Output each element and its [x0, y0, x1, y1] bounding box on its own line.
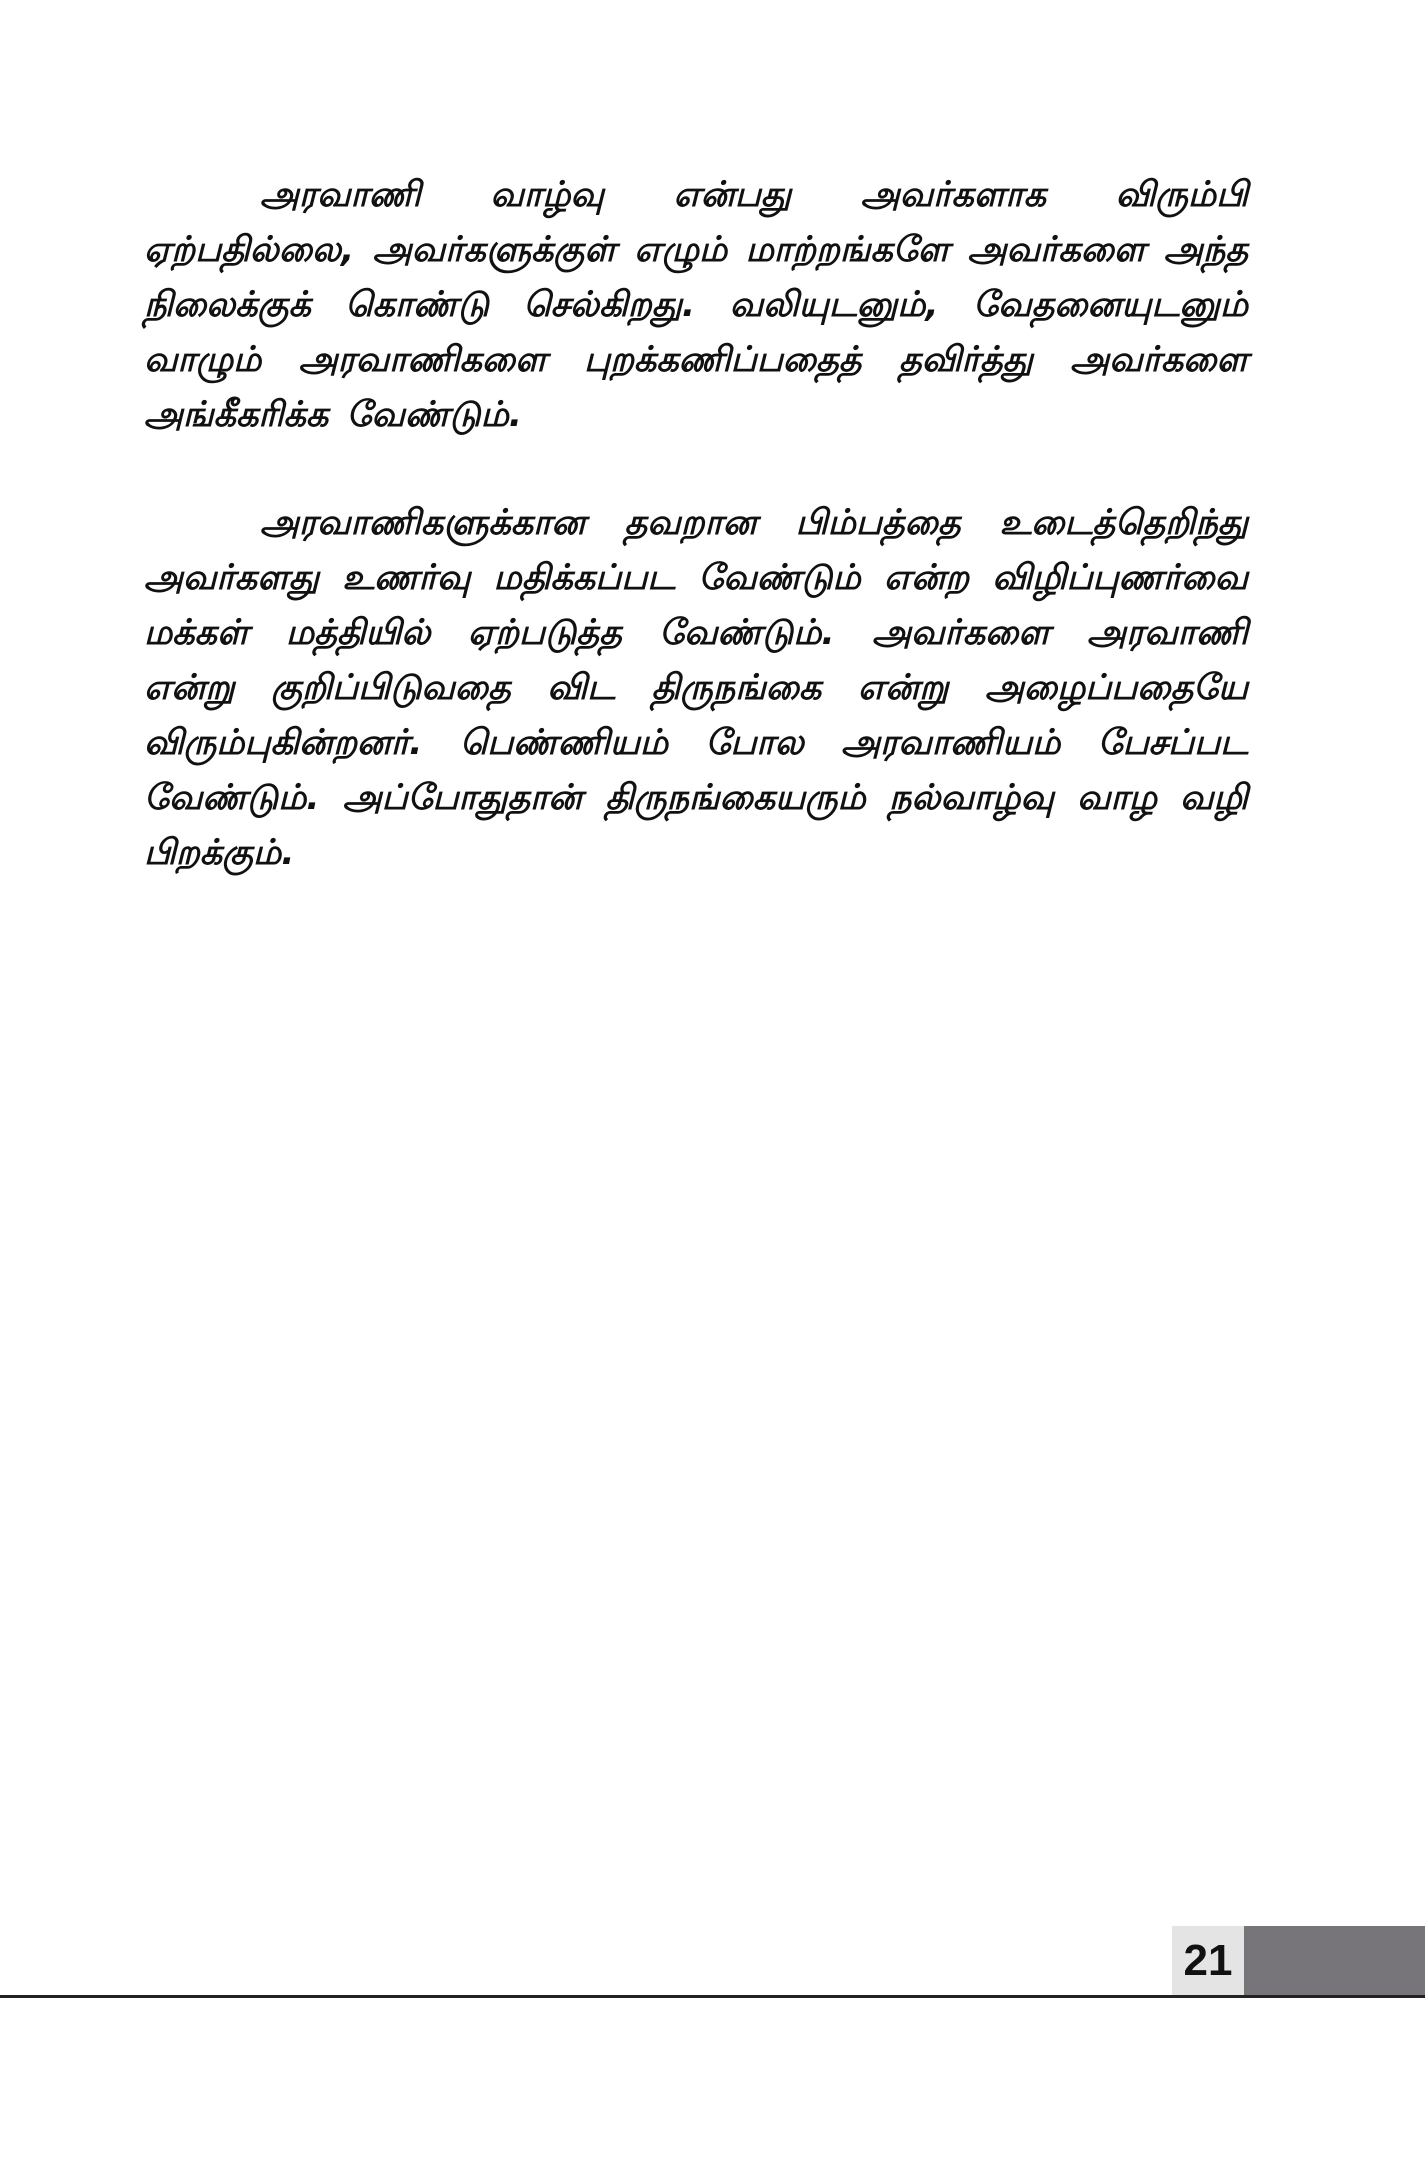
page-number-box — [1172, 1926, 1244, 1995]
paragraph-2: அரவாணிகளுக்கான தவறான பிம்பத்தை உடைத்தெறிந்து அவர்களது உணர்வு மதிக்கப்பட வேண்டும் என்ற விழிப்புணர்வை மக்கள் மத்தியில் ஏற்படுத்த வேண்டும். அவர்களை அரவாணி என்று குறிப்பிடுவதை விட திருநங்கை என்று அழைப்பதையே விரும்புகின்றனர். பெண்ணியம் போல அரவாணியம் பேசப்பட வேண்டும். அப்போதுதான் திருநங்கையரும் நல்வாழ்வு வாழ வழி பிறக்கும். — [144, 503, 1248, 873]
page-number: 21 — [1183, 1935, 1233, 1985]
footer-rule — [0, 1995, 1425, 1998]
page-body — [144, 168, 1248, 881]
footer-gray-tab — [1244, 1926, 1425, 1995]
paragraph-1: அரவாணி வாழ்வு என்பது அவர்களாக விரும்பி ஏற்பதில்லை, அவர்களுக்குள் எழும் மாற்றங்களே அவர்களை அந்த நிலைக்குக் கொண்டு செல்கிறது. வலியுடனும், வேதனையுடனும் வாழும் அரவாணிகளை புறக்கணிப்பதைத் தவிர்த்து அவர்களை அங்கீகரிக்க வேண்டும். — [144, 175, 1248, 435]
